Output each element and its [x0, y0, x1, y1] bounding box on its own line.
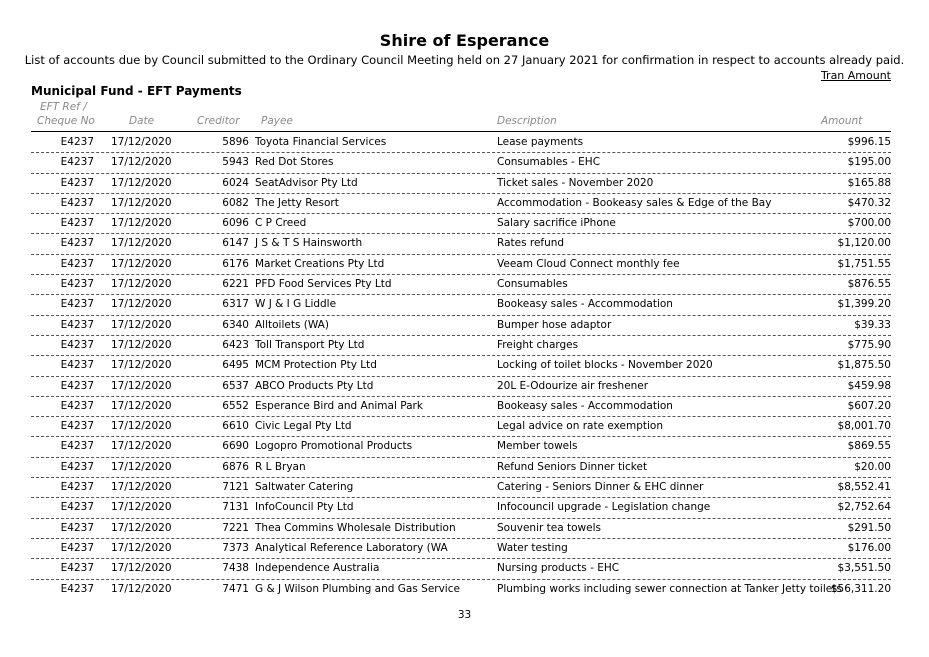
cell-date: 17/12/2020	[111, 156, 172, 169]
cell-date: 17/12/2020	[111, 176, 172, 189]
cell-amount: $1,751.55	[837, 257, 891, 270]
cell-description: Plumbing works including sewer connection at Tanker Jetty toilets	[497, 582, 842, 595]
cell-date: 17/12/2020	[111, 521, 172, 534]
cell-amount: $2,752.64	[837, 501, 891, 514]
cell-creditor: 5943	[222, 156, 249, 169]
cell-payee: InfoCouncil Pty Ltd	[255, 501, 354, 514]
cell-payee: ABCO Products Pty Ltd	[255, 379, 374, 392]
cell-creditor: 6221	[222, 278, 249, 291]
cell-ref: E4237	[60, 379, 94, 392]
cell-description: Bookeasy sales - Accommodation	[497, 298, 673, 311]
table-row	[0, 377, 929, 397]
cell-ref: E4237	[60, 318, 94, 331]
cell-description: Souvenir tea towels	[497, 521, 601, 534]
cell-ref: E4237	[60, 298, 94, 311]
cell-amount: $165.88	[847, 176, 891, 189]
cell-date: 17/12/2020	[111, 196, 172, 209]
cell-date: 17/12/2020	[111, 278, 172, 291]
table-row	[0, 478, 929, 498]
table-row	[0, 295, 929, 315]
cell-payee: Civic Legal Pty Ltd	[255, 420, 352, 433]
cell-description: Accommodation - Bookeasy sales & Edge of the Bay	[497, 196, 772, 209]
cell-date: 17/12/2020	[111, 379, 172, 392]
cell-amount: $291.50	[847, 521, 891, 534]
cell-ref: E4237	[60, 176, 94, 189]
document-subtitle: List of accounts due by Council submitted to the Ordinary Council Meeting held on 27 January 2021 for confirmation in respect to accounts already paid.	[24, 53, 905, 67]
table-row	[0, 255, 929, 275]
cell-date: 17/12/2020	[111, 460, 172, 473]
cell-creditor: 7438	[222, 562, 249, 575]
cell-date: 17/12/2020	[111, 582, 172, 595]
cell-amount: $869.55	[847, 440, 891, 453]
cell-creditor: 7373	[222, 541, 249, 554]
cell-creditor: 7221	[222, 521, 249, 534]
document-title: Shire of Esperance	[379, 31, 550, 50]
cell-creditor: 6423	[222, 338, 249, 351]
cell-amount: $459.98	[847, 379, 891, 392]
cell-ref: E4237	[60, 440, 94, 453]
page-number: 33	[457, 609, 472, 621]
cell-payee: Independence Australia	[255, 562, 380, 575]
cell-ref: E4237	[60, 278, 94, 291]
column-header-payee: Payee	[261, 115, 293, 127]
cell-payee: Toll Transport Pty Ltd	[255, 338, 365, 351]
cell-payee: Saltwater Catering	[255, 481, 354, 494]
cell-amount: $3,551.50	[837, 562, 891, 575]
cell-amount: $607.20	[847, 399, 891, 412]
cell-description: Veeam Cloud Connect monthly fee	[497, 257, 680, 270]
table-row	[0, 214, 929, 234]
cell-payee: Esperance Bird and Animal Park	[255, 399, 423, 412]
cell-creditor: 6024	[222, 176, 249, 189]
cell-description: Rates refund	[497, 237, 565, 250]
cell-ref: E4237	[60, 257, 94, 270]
cell-ref: E4237	[60, 501, 94, 514]
cell-description: 20L E-Odourize air freshener	[497, 379, 649, 392]
cell-ref: E4237	[60, 562, 94, 575]
cell-payee: MCM Protection Pty Ltd	[255, 359, 377, 372]
cell-description: Catering - Seniors Dinner & EHC dinner	[497, 481, 704, 494]
cell-creditor: 6552	[222, 399, 249, 412]
cell-ref: E4237	[60, 460, 94, 473]
cell-ref: E4237	[60, 136, 94, 148]
cell-date: 17/12/2020	[111, 318, 172, 331]
cell-description: Refund Seniors Dinner ticket	[497, 460, 648, 473]
cell-payee: Toyota Financial Services	[255, 136, 387, 148]
cell-date: 17/12/2020	[111, 541, 172, 554]
cell-date: 17/12/2020	[111, 298, 172, 311]
cell-description: Water testing	[497, 541, 568, 554]
cell-date: 17/12/2020	[111, 136, 172, 148]
cell-creditor: 6147	[222, 237, 249, 250]
cell-ref: E4237	[60, 217, 94, 230]
table-row	[0, 417, 929, 437]
cell-description: Bookeasy sales - Accommodation	[497, 399, 673, 412]
table-row	[0, 458, 929, 478]
cell-date: 17/12/2020	[111, 501, 172, 514]
cell-ref: E4237	[60, 156, 94, 169]
cell-payee: Thea Commins Wholesale Distribution	[255, 521, 456, 534]
payments-table-body	[0, 133, 929, 600]
cell-ref: E4237	[60, 582, 94, 595]
cell-description: Salary sacrifice iPhone	[497, 217, 616, 230]
cell-creditor: 6082	[222, 196, 249, 209]
cell-creditor: 7121	[222, 481, 249, 494]
cell-ref: E4237	[60, 237, 94, 250]
table-row	[0, 498, 929, 518]
table-row	[0, 153, 929, 173]
table-row	[0, 356, 929, 376]
cell-amount: $1,120.00	[837, 237, 891, 250]
cell-payee: R L Bryan	[255, 460, 306, 473]
cell-amount: $876.55	[847, 278, 891, 291]
tran-amount-label: Tran Amount	[820, 69, 891, 82]
cell-payee: C P Creed	[255, 217, 307, 230]
column-header-creditor: Creditor	[197, 115, 240, 127]
cell-amount: $20.00	[854, 460, 891, 473]
cell-payee: Logopro Promotional Products	[255, 440, 413, 453]
cell-date: 17/12/2020	[111, 562, 172, 575]
table-row	[0, 437, 929, 457]
cell-payee: Analytical Reference Laboratory (WA	[255, 541, 448, 554]
cell-description: Member towels	[497, 440, 578, 453]
cell-date: 17/12/2020	[111, 338, 172, 351]
cell-ref: E4237	[60, 359, 94, 372]
table-row	[0, 559, 929, 579]
cell-payee: G & J Wilson Plumbing and Gas Service	[255, 582, 460, 595]
column-header-amount: Amount	[821, 115, 863, 127]
column-header-date: Date	[129, 115, 155, 127]
cell-payee: The Jetty Resort	[255, 196, 339, 209]
cell-payee: Market Creations Pty Ltd	[255, 257, 385, 270]
cell-creditor: 6610	[222, 420, 249, 433]
cell-description: Lease payments	[497, 136, 584, 148]
cell-description: Ticket sales - November 2020	[497, 176, 654, 189]
cell-creditor: 7131	[222, 501, 249, 514]
cell-date: 17/12/2020	[111, 440, 172, 453]
cell-ref: E4237	[60, 420, 94, 433]
cell-date: 17/12/2020	[111, 399, 172, 412]
column-header-description: Description	[497, 115, 557, 127]
header-divider	[31, 131, 891, 132]
cell-description: Locking of toilet blocks - November 2020	[497, 359, 713, 372]
cell-ref: E4237	[60, 338, 94, 351]
cell-creditor: 5896	[222, 136, 249, 148]
table-row	[0, 174, 929, 194]
cell-payee: Alltoilets (WA)	[255, 318, 329, 331]
column-header-ref-line1: EFT Ref /	[40, 101, 87, 113]
cell-amount: $39.33	[854, 318, 891, 331]
cell-ref: E4237	[60, 399, 94, 412]
cell-creditor: 6340	[222, 318, 249, 331]
cell-description: Infocouncil upgrade - Legislation change	[497, 501, 711, 514]
cell-ref: E4237	[60, 196, 94, 209]
cell-creditor: 6317	[222, 298, 249, 311]
cell-amount: $1,399.20	[837, 298, 891, 311]
cell-description: Nursing products - EHC	[497, 562, 620, 575]
cell-amount: $56,311.20	[830, 582, 891, 595]
table-row	[0, 580, 929, 600]
cell-ref: E4237	[60, 481, 94, 494]
cell-creditor: 6537	[222, 379, 249, 392]
cell-date: 17/12/2020	[111, 359, 172, 372]
cell-date: 17/12/2020	[111, 420, 172, 433]
table-header	[0, 101, 929, 131]
table-row	[0, 234, 929, 254]
cell-amount: $700.00	[847, 217, 891, 230]
cell-creditor: 6876	[222, 460, 249, 473]
table-row	[0, 397, 929, 417]
cell-amount: $8,552.41	[837, 481, 891, 494]
cell-creditor: 7471	[222, 582, 249, 595]
cell-creditor: 6096	[222, 217, 249, 230]
cell-creditor: 6495	[222, 359, 249, 372]
cell-ref: E4237	[60, 541, 94, 554]
cell-payee: SeatAdvisor Pty Ltd	[255, 176, 358, 189]
cell-ref: E4237	[60, 521, 94, 534]
cell-date: 17/12/2020	[111, 257, 172, 270]
cell-date: 17/12/2020	[111, 217, 172, 230]
cell-amount: $195.00	[847, 156, 891, 169]
table-row	[0, 539, 929, 559]
cell-description: Consumables	[497, 278, 568, 291]
table-row	[0, 336, 929, 356]
table-row	[0, 316, 929, 336]
cell-date: 17/12/2020	[111, 481, 172, 494]
cell-description: Freight charges	[497, 338, 579, 351]
table-row	[0, 275, 929, 295]
cell-description: Legal advice on rate exemption	[497, 420, 663, 433]
cell-amount: $176.00	[847, 541, 891, 554]
table-row	[0, 133, 929, 153]
cell-amount: $470.32	[847, 196, 891, 209]
cell-payee: W J & I G Liddle	[255, 298, 337, 311]
cell-description: Bumper hose adaptor	[497, 318, 612, 331]
cell-amount: $1,875.50	[837, 359, 891, 372]
section-title: Municipal Fund - EFT Payments	[31, 84, 242, 98]
cell-amount: $775.90	[847, 338, 891, 351]
column-header-ref-line2: Cheque No	[37, 115, 95, 127]
cell-amount: $8,001.70	[837, 420, 891, 433]
cell-date: 17/12/2020	[111, 237, 172, 250]
cell-amount: $996.15	[847, 136, 891, 148]
cell-description: Consumables - EHC	[497, 156, 601, 169]
cell-payee: Red Dot Stores	[255, 156, 334, 169]
table-row	[0, 194, 929, 214]
cell-creditor: 6176	[222, 257, 249, 270]
cell-payee: J S & T S Hainsworth	[255, 237, 363, 250]
cell-creditor: 6690	[222, 440, 249, 453]
table-row	[0, 519, 929, 539]
cell-payee: PFD Food Services Pty Ltd	[255, 278, 392, 291]
